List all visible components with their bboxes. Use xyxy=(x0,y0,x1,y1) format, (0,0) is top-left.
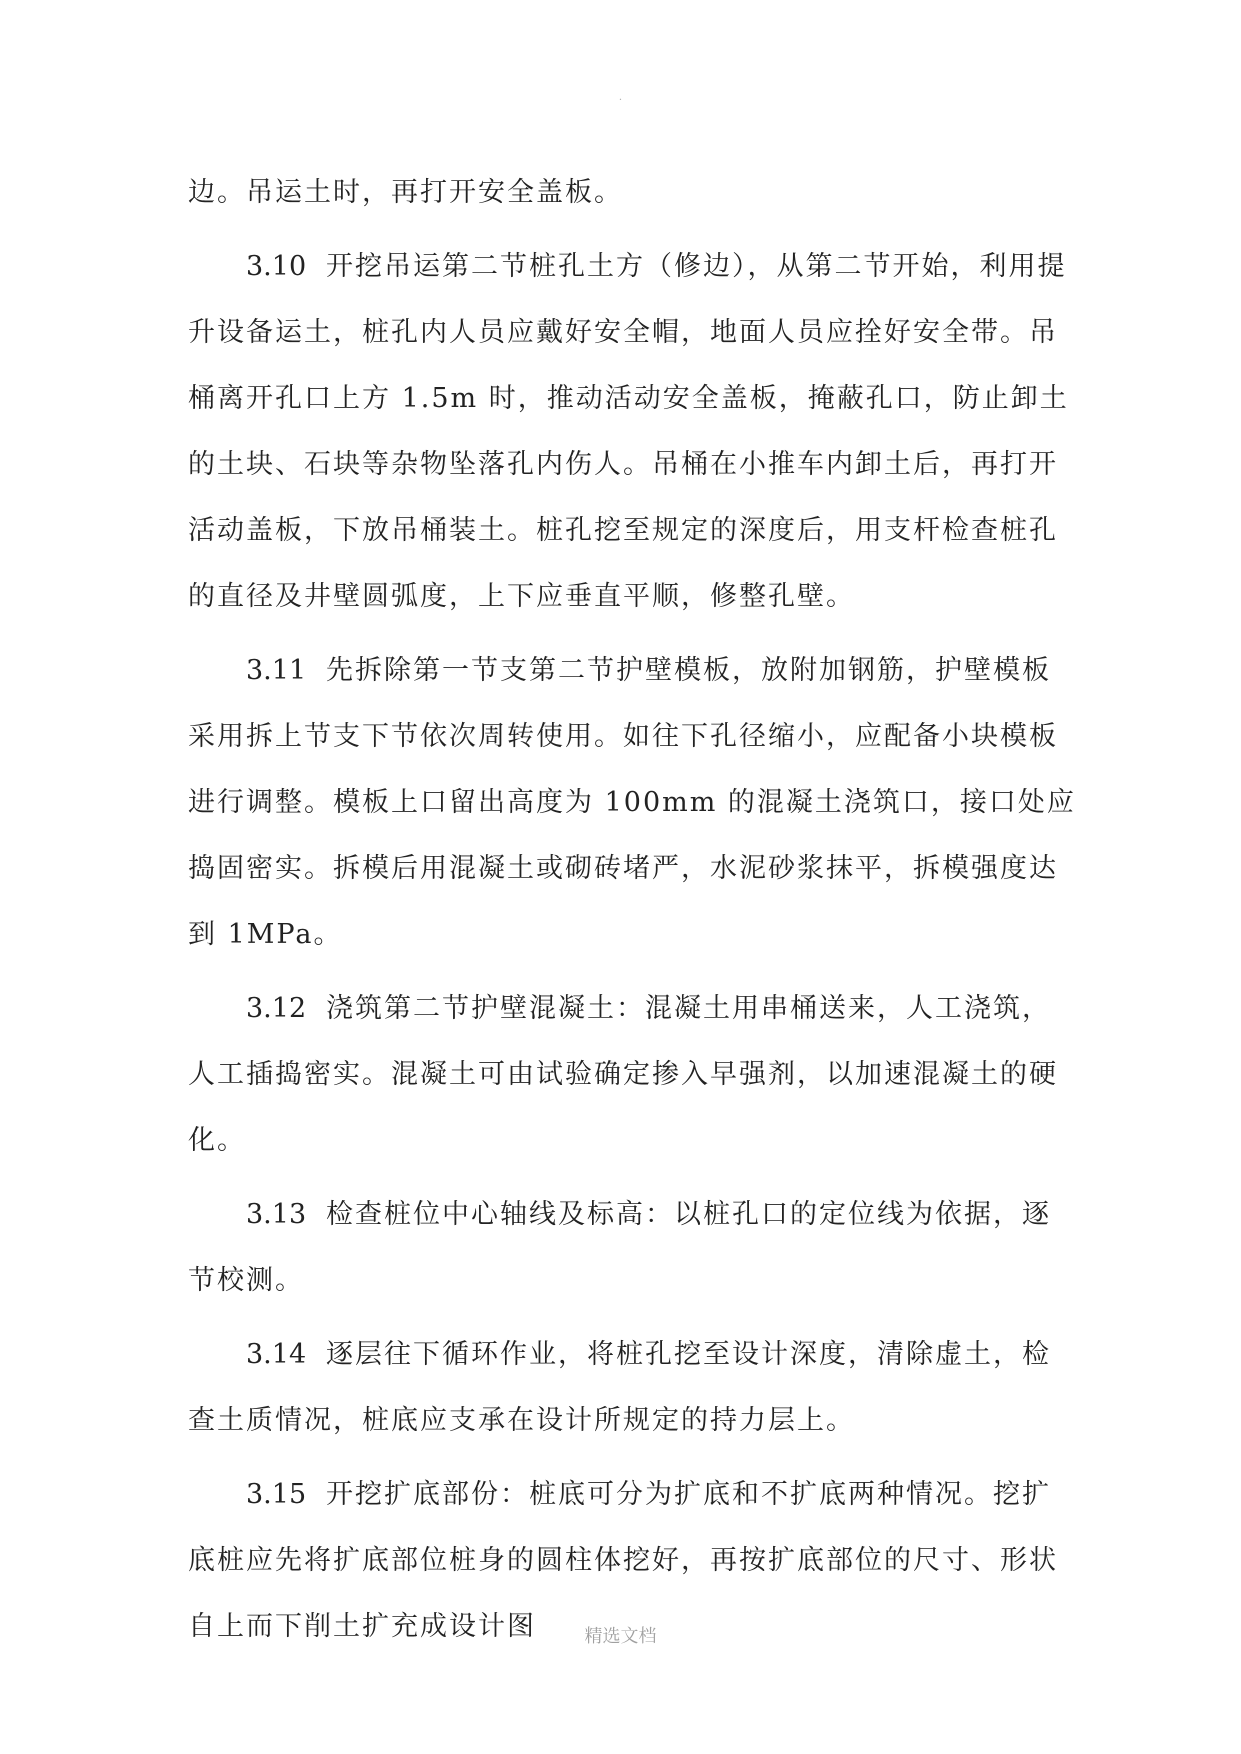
text-line-content: 浇筑第二节护壁混凝土：混凝土用串桶送来，人工浇筑， xyxy=(326,993,1051,1024)
text-line-content: 先拆除第一节支第二节护壁模板，放附加钢筋，护壁模板 xyxy=(326,655,1051,686)
text-line-content: 检查桩位中心轴线及标高：以桩孔口的定位线为依据，逐 xyxy=(326,1199,1051,1230)
section-number: 3.15 xyxy=(246,1479,307,1510)
text-line: 的直径及井壁圆弧度，上下应垂直平顺，修整孔壁。 xyxy=(188,581,855,612)
header-mark: . xyxy=(618,92,623,103)
document-body xyxy=(188,160,1076,1660)
text-line: 化。 xyxy=(188,1125,246,1156)
text-line: 自上而下削土扩充成设计图 xyxy=(188,1611,536,1642)
text-line: 进行调整。模板上口留出高度为 100mm 的混凝土浇筑口，接口处应 xyxy=(188,787,1076,818)
paragraph-3-11 xyxy=(188,638,1076,968)
text-line-content: 逐层往下循环作业，将桩孔挖至设计深度，清除虚土，检 xyxy=(326,1339,1051,1370)
text-line xyxy=(188,234,1068,300)
text-line: 到 1MPa。 xyxy=(188,919,343,950)
text-line: 的土块、石块等杂物坠落孔内伤人。吊桶在小推车内卸土后，再打开 xyxy=(188,449,1058,480)
text-line xyxy=(188,1462,1068,1528)
text-line: 采用拆上节支下节依次周转使用。如往下孔径缩小，应配备小块模板 xyxy=(188,721,1058,752)
text-line xyxy=(188,1322,1068,1388)
page-footer: 精选文档 xyxy=(584,1626,657,1647)
text-line xyxy=(188,976,1068,1042)
text-line: 查土质情况，桩底应支承在设计所规定的持力层上。 xyxy=(188,1405,855,1436)
text-line: 人工插捣密实。混凝土可由试验确定掺入早强剂，以加速混凝土的硬 xyxy=(188,1059,1058,1090)
text-line-content: 开挖吊运第二节桩孔土方（修边），从第二节开始，利用提 xyxy=(326,251,1067,282)
paragraph-continuation xyxy=(188,160,1068,226)
section-number: 3.14 xyxy=(246,1339,307,1370)
paragraph-3-14 xyxy=(188,1322,1068,1454)
section-number: 3.12 xyxy=(246,993,307,1024)
section-number: 3.13 xyxy=(246,1199,307,1230)
section-number: 3.10 xyxy=(246,251,307,282)
paragraph-3-10 xyxy=(188,234,1068,630)
text-line: 捣固密实。拆模后用混凝土或砌砖堵严，水泥砂浆抹平，拆模强度达 xyxy=(188,853,1058,884)
text-line: 升设备运土，桩孔内人员应戴好安全帽，地面人员应拴好安全带。吊 xyxy=(188,317,1058,348)
text-line: 底桩应先将扩底部位桩身的圆柱体挖好，再按扩底部位的尺寸、形状 xyxy=(188,1545,1058,1576)
text-line: 活动盖板，下放吊桶装土。桩孔挖至规定的深度后，用支杆检查桩孔 xyxy=(188,515,1058,546)
section-number: 3.11 xyxy=(246,655,307,686)
text-line: 节校测。 xyxy=(188,1265,304,1296)
paragraph-3-12 xyxy=(188,976,1068,1174)
text-line xyxy=(188,638,1068,704)
text-line: 边。吊运土时，再打开安全盖板。 xyxy=(188,177,623,208)
text-line: 桶离开孔口上方 1.5m 时，推动活动安全盖板，掩蔽孔口，防止卸土 xyxy=(188,383,1069,414)
paragraph-3-13 xyxy=(188,1182,1068,1314)
text-line-content: 开挖扩底部份：桩底可分为扩底和不扩底两种情况。挖扩 xyxy=(326,1479,1051,1510)
text-line xyxy=(188,1182,1068,1248)
